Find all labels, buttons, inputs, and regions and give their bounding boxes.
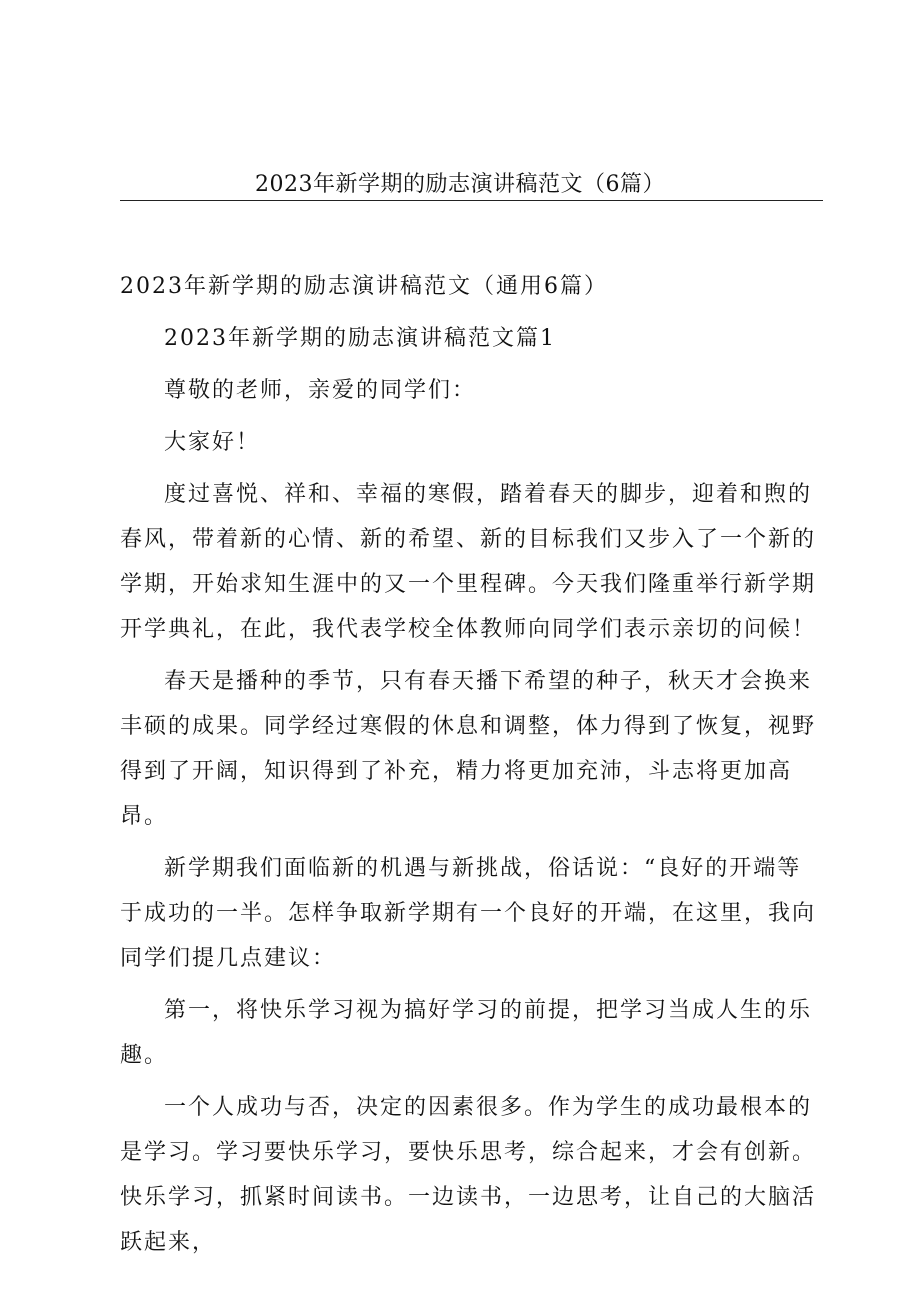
document-body	[120, 316, 825, 1272]
paragraph: 度过喜悦、祥和、幸福的寒假，踏着春天的脚步，迎着和煦的春风，带着新的心情、新的希望、新的目标我们又步入了一个新的学期，开始求知生涯中的又一个里程碑。今天我们隆重举行新学期开学典礼，在此，我代表学校全体教师向同学们表示亲切的问候！	[120, 482, 817, 642]
paragraph: 一个人成功与否，决定的因素很多。作为学生的成功最根本的是学习。学习要快乐学习，要快乐思考，综合起来，才会有创新。快乐学习，抓紧时间读书。一边读书，一边思考，让自己的大脑活跃起来，	[120, 1095, 817, 1255]
document-subtitle: 2023年新学期的励志演讲稿范文（通用6篇）	[120, 274, 608, 299]
paragraph: 新学期我们面临新的机遇与新挑战，俗话说：“良好的开端等于成功的一半。怎样争取新学期有一个良好的开端，在这里，我向同学们提几点建议：	[120, 856, 817, 971]
salutation: 尊敬的老师，亲爱的同学们：	[164, 378, 477, 403]
title-underline	[120, 200, 823, 201]
paragraph: 第一，将快乐学习视为搞好学习的前提，把学习当成人生的乐趣。	[120, 998, 813, 1068]
section-heading: 2023年新学期的励志演讲稿范文篇1	[164, 326, 556, 351]
paragraph: 春天是播种的季节，只有春天播下希望的种子，秋天才会换来丰硕的成果。同学经过寒假的休息和调整，体力得到了恢复，视野得到了开阔，知识得到了补充，精力将更加充沛，斗志将更加高昂。	[120, 669, 817, 829]
document-title: 2023年新学期的励志演讲稿范文（6篇）	[255, 172, 665, 197]
greeting: 大家好！	[164, 430, 261, 455]
